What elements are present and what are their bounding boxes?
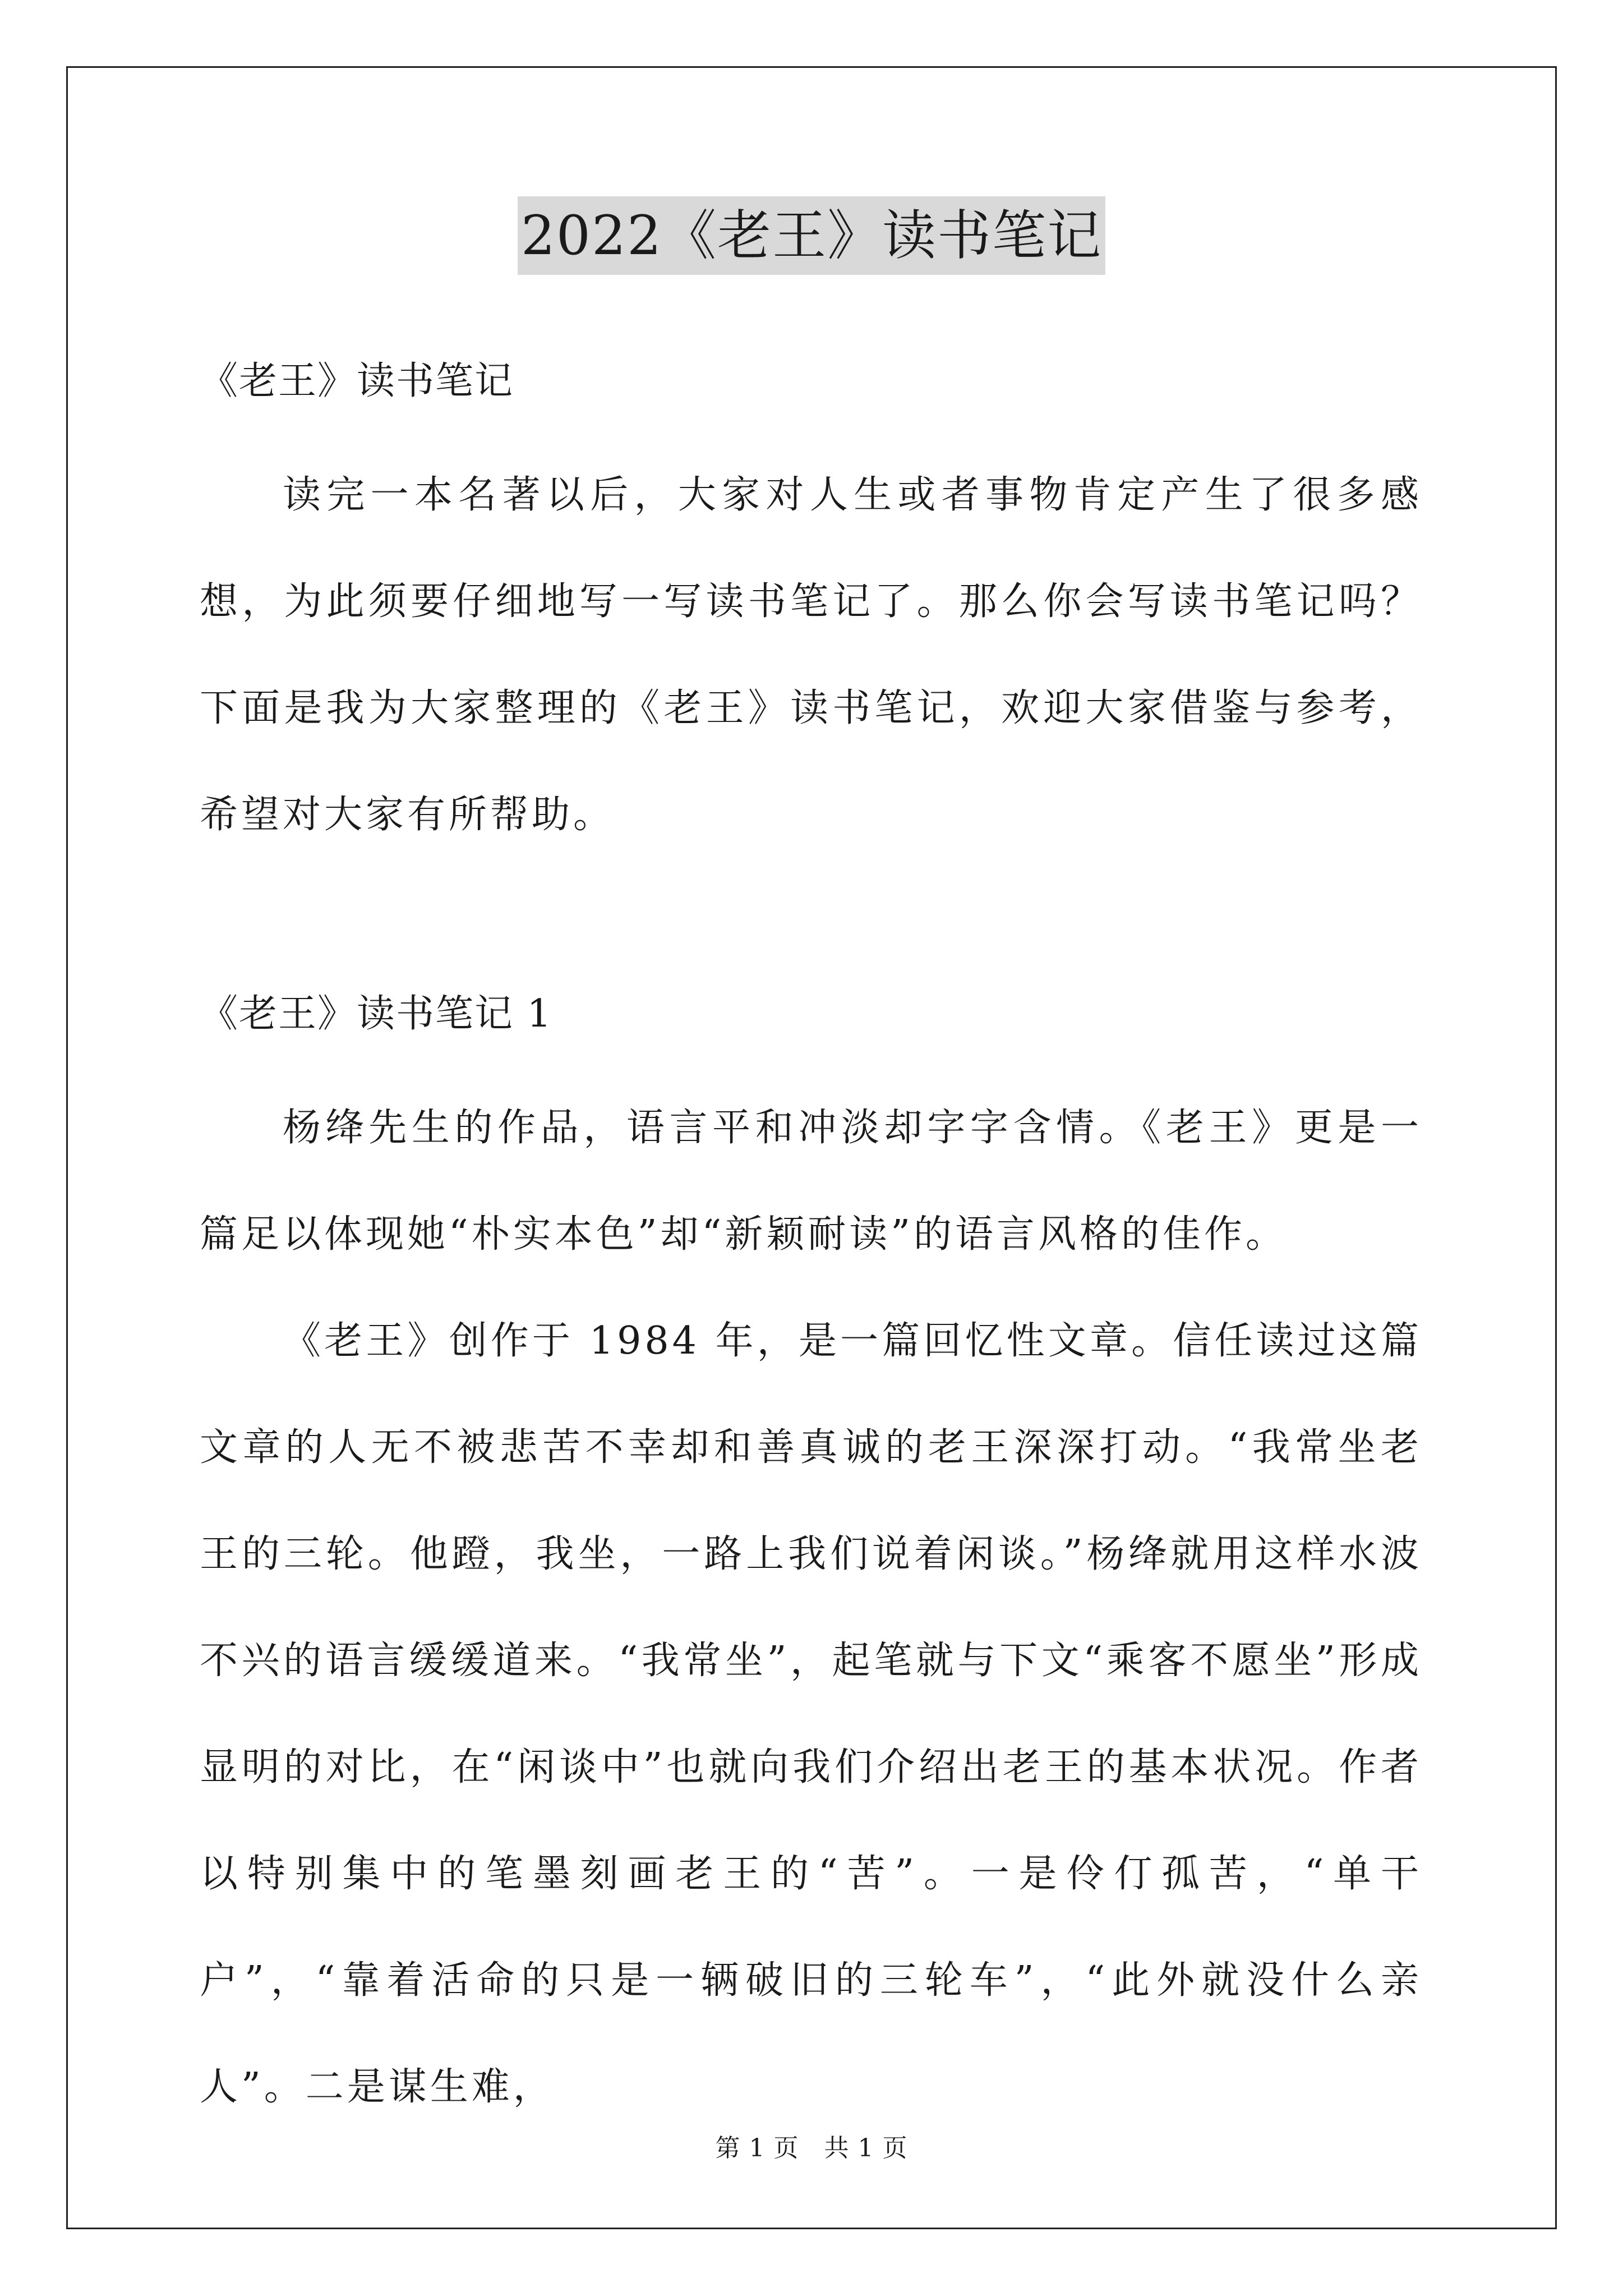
spacer [200, 1048, 1422, 1075]
section1-paragraph-1: 杨绛先生的作品，语言平和冲淡却字字含情。《老王》更是一篇足以体现她“朴实本色”却“新颖耐读”的语言风格的佳作。 [200, 1106, 1422, 1257]
intro-paragraph: 读完一本名著以后，大家对人生或者事物肯定产生了很多感想，为此须要仔细地写一写读书笔记了。那么你会写读书笔记吗？下面是我为大家整理的《老王》读书笔记，欢迎大家借鉴与参考，希望对大家有所帮助。 [200, 473, 1422, 837]
page-footer: 第 1 页 共 1 页 [715, 2134, 908, 2162]
spacer [200, 415, 1422, 442]
spacer [200, 868, 1422, 981]
section1-heading: 《老王》读书笔记 1 [200, 992, 552, 1036]
section1-paragraph-2: 《老王》创作于 1984 年，是一篇回忆性文章。信任读过这篇文章的人无不被悲苦不幸却和善真诚的老王深深打动。“我常坐老王的三轮。他蹬，我坐，一路上我们说着闲谈。”杨绛就用这样水波不兴的语言缓缓道来。“我常坐”，起笔就与下文“乘客不愿坐”形成显明的对比，在“闲谈中”也就向我们介绍出老王的基本状况。作者以特别集中的笔墨刻画老王的“苦”。一是伶仃孤苦，“单干户”，“靠着活命的只是一辆破旧的三轮车”，“此外就没什么亲人”。二是谋生难， [200, 1319, 1422, 2109]
document-title: 2022《老王》读书笔记 [518, 196, 1105, 275]
document-body [200, 348, 1422, 2141]
title-container [0, 196, 1623, 275]
intro-heading: 《老王》读书笔记 [200, 359, 514, 403]
